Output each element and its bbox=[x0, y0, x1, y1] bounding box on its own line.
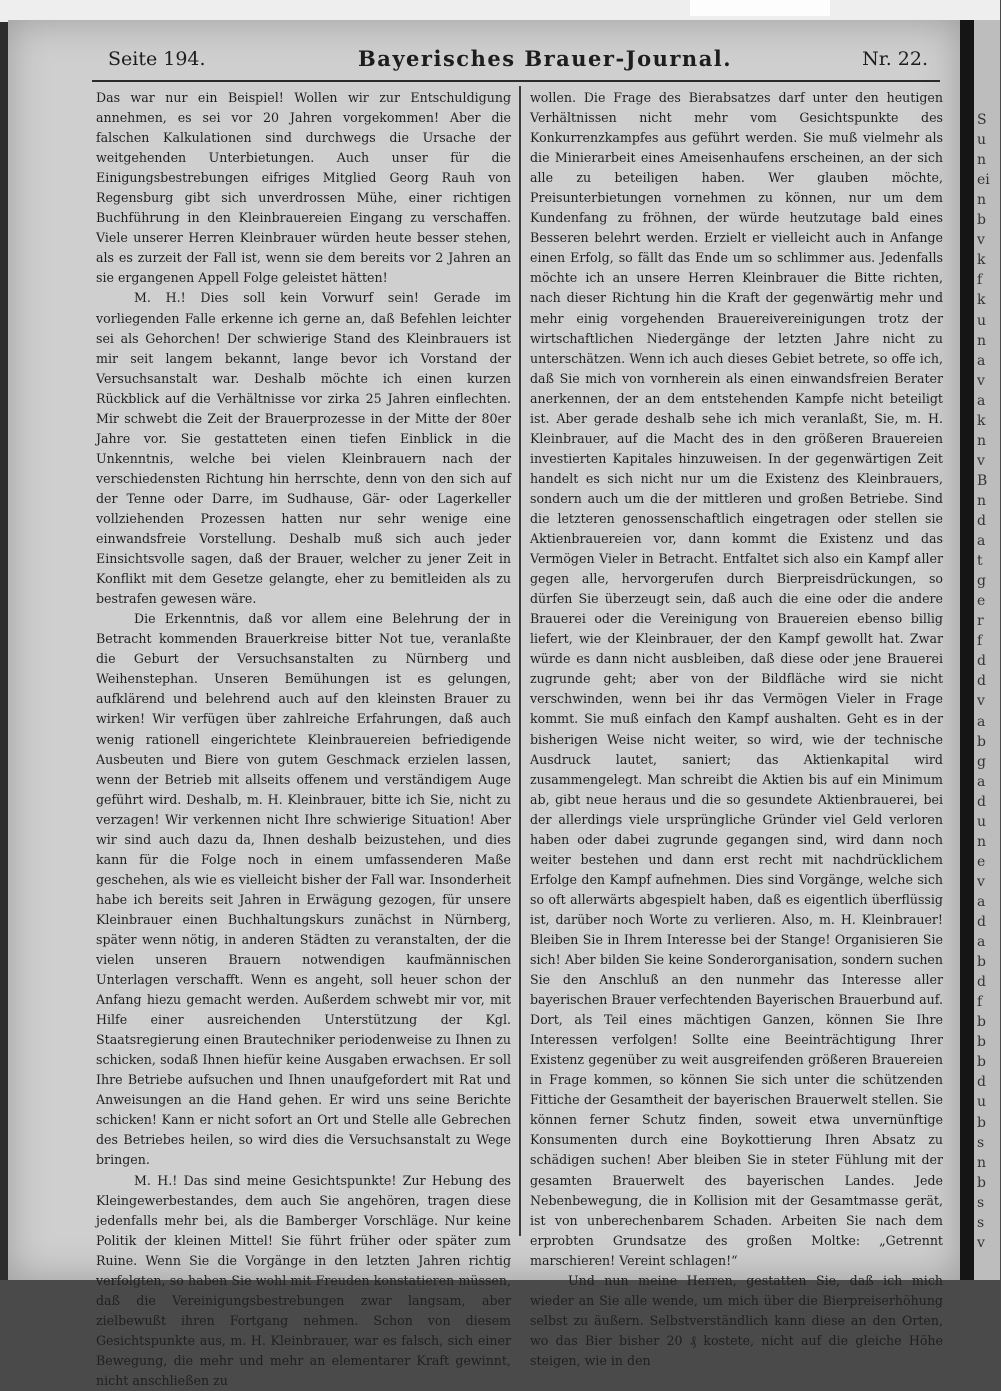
journal-title: Bayerisches Brauer-Journal. bbox=[358, 46, 733, 71]
next-page-fragment: u bbox=[977, 813, 987, 830]
next-page-fragment: r bbox=[977, 613, 984, 630]
next-page-fragment: n bbox=[977, 192, 987, 209]
next-page-fragment: s bbox=[977, 1134, 985, 1151]
next-page-fragment: n bbox=[977, 332, 987, 349]
next-page-fragment: n bbox=[977, 492, 987, 509]
paragraph: M. H.! Das sind meine Gesichtspunkte! Zur Hebung des Kleingewerbestandes, dem auch Sie angehören, tragen diese jedenfalls mehr bei, als die Bamberger Vorschläge. Nur keine Politik der kleinen Mittel! Sie führt früher oder später zum Ruine. Wenn Sie die Vorgänge in den letzten Jahren richtig verfolgten, so haben Sie wohl mit Freuden konstatieren müssen, daß die Vereinigungsbestrebungen zwar langsam, aber zielbewußt ihren Fortgang nehmen. Schon von diesem Gesichtspunkte aus, m. H. Kleinbrauer, war es falsch, sich einer Bewegung, die mehr und mehr an elementarer Kraft gewinnt, nicht anschließen zu bbox=[96, 1172, 511, 1388]
page-header bbox=[108, 46, 928, 76]
next-page-fragment: k bbox=[977, 292, 986, 309]
next-page-fragment: f bbox=[977, 994, 983, 1011]
next-page-fragment: u bbox=[977, 1094, 987, 1111]
next-page-fragment: e bbox=[977, 593, 986, 610]
next-page-fragment: v bbox=[977, 232, 985, 249]
column-divider bbox=[519, 86, 521, 1236]
next-page-fragment: g bbox=[977, 573, 986, 590]
next-page-fragment: n bbox=[977, 833, 987, 850]
left-column bbox=[96, 88, 511, 1388]
next-page-fragment: a bbox=[977, 773, 986, 790]
next-page-fragment: a bbox=[977, 713, 986, 730]
next-page-fragment: B bbox=[977, 472, 988, 489]
next-page-fragment: b bbox=[977, 1054, 986, 1071]
next-page-fragment: d bbox=[977, 673, 986, 690]
next-page-fragment: k bbox=[977, 252, 986, 269]
paragraph: wollen. Die Frage des Bierabsatzes darf unter den heutigen Verhältnissen nicht mehr vom Gesichtspunkte des Konkurrenzkampfes aus geführt werden. Sie muß vielmehr als die Minierarbeit eines Ameisenhaufens erscheinen, an der sich alle zu beteiligen haben. Wer glauben möchte, Preisunterbietungen vornehmen zu können, nur um dem Kundenfang zu fröhnen, der würde heutzutage bald eines Besseren belehrt werden. Erzielt er vielleicht auch in Anfange einen Erfolg, so fällt das Ende um so schlimmer aus. Jedenfalls möchte ich an unsere Herren Kleinbrauer die Bitte richten, nach dieser Richtung hin die Kraft der gegenwärtig mehr und mehr einig vorgehenden Brauereivereinigungen trotz der wirtschaftlichen Niedergänge der letzten Jahre nicht zu unterschätzen. Wenn ich auch dieses Gebiet betrete, so offe ich, daß Sie mich von vornherein als einen einwandsfreien Berater anerkennen, der an dem entstehenden Kampfe nicht beteiligt ist. Aber gerade deshalb sehe ich mich veranlaßt, Sie, m. H. Kleinbrauer, auf die Macht des in den größeren Brauereien investierten Kapitales hinzuweisen. In der gegenwärtigen Zeit handelt es sich nicht nur um die Existenz des Kleinbrauers, sondern auch um die der mittleren und großen Betriebe. Sind die letzteren genossenschaftlich eingetragen oder stellen sie Aktienbrauereien vor, dann kommt die Existenz und das Vermögen Vieler in Betracht. Entfaltet sich also ein Kampf aller gegen alle, hervorgerufen durch Bierpreisdrückungen, so dürfen Sie überzeugt sein, daß auch die eine oder die andere Brauerei oder die Vereinigung von Brauereien ebenso billig liefert, wie der Kleinbrauer, der den Kampf gewollt hat. Zwar würde es dann nicht ausbleiben, daß diese oder jene Brauerei zugrunde geht; aber von der Bildfläche wird sie nicht verschwinden, wenn bei ihr das Vermögen Vieler in Frage kommt. Sie muß einfach den Kampf aushalten. Geht es in der bisherigen Weise nicht weiter, so wird, wie der technische Ausdruck lautet, saniert; das Aktienkapital wird zusammengelegt. Man schreibt die Aktien bis auf ein Minimum ab, gibt neue heraus und die so gesundete Aktienbrauerei, bei der allerdings viele ursprüngliche Gründer viel Geld verloren haben oder dabei zugrunde gegangen sind, wird dann noch weiter bestehen und dann erst recht mit nachdrücklichem Erfolge den Kampf aufnehmen. Dies sind Vorgänge, welche sich so oft allerwärts abgespielt haben, daß es eigentlich überflüssig ist, darüber noch Worte zu verlieren. Also, m. H. Kleinbrauer! Bleiben Sie in Ihrem Interesse bei der Stange! Organisieren Sie sich! Aber bilden Sie keine Sonderorganisation, sondern suchen Sie den Anschluß an den nunmehr das Interesse aller bayerischen Brauer verfechtenden Bayerischen Brauerbund auf. Dort, als Teil eines mächtigen Ganzen, können Sie Ihre Interessen verfolgen! Sollte eine Beeinträchtigung Ihrer Existenz gegenüber zu weit ausgreifenden größeren Brauereien in Frage kommen, so können Sie sich unter die schützenden Fittiche der Gesamtheit der bayerischen Brauerwelt stellen. Sie können ferner Schutz finden, soweit etwa unvernünftige Konsumenten durch eine Boykottierung Ihren Absatz zu schädigen suchen! Aber bleiben Sie in steter Fühlung mit der gesamten Brauerwelt des bayerischen Landes. Jede Nebenbewegung, die in Kollision mit der Gesamtmasse gerät, ist von unberechenbarem Schaden. Arbeiten Sie nach dem erprobten Grundsatze des großen Moltke: „Getrennt marschieren! Vereint schlagen!“ bbox=[530, 90, 943, 1268]
next-page-fragment: n bbox=[977, 1154, 987, 1171]
next-page-fragment: u bbox=[977, 132, 987, 149]
next-page-fragment: a bbox=[977, 392, 986, 409]
paragraph: M. H.! Dies soll kein Vorwurf sein! Gerade im vorliegenden Falle erkenne ich gerne an, daß Befehlen leichter sei als Gehorchen! Der schwierige Stand des Kleinbrauers ist mir seit langem bekannt, lange bevor ich Vorstand der Versuchsanstalt war. Deshalb möchte ich einen kurzen Rückblick auf die Verhältnisse vor zirka 25 Jahren einflechten. Mir schwebt die Zeit der Brauerprozesse in der Mitte der 80er Jahre vor. Sie gestatteten einen tiefen Einblick in die Unkenntnis, welche bei vielen Kleinbrauern nach der verschiedensten Richtung hin herrschte, denn von den sich auf der Tenne oder Darre, im Sudhause, Gär- oder Lagerkeller vollziehenden Prozessen hatten nur sehr wenige eine einwandsfreie Vorstellung. Deshalb muß sich auch jeder Einsichtsvolle sagen, daß der Brauer, welcher zu jener Zeit in Konflikt mit dem Gesetze gelangte, eher zu bemitleiden als zu bestrafen gewesen wäre. bbox=[96, 290, 511, 607]
issue-number: Nr. 22. bbox=[862, 48, 928, 70]
scan-paper-tab bbox=[690, 0, 830, 16]
paragraph: Das war nur ein Beispiel! Wollen wir zur Entschuldigung annehmen, es sei vor 20 Jahren vorgekommen! Aber die falschen Kalkulationen sind durchwegs die Ursache der weitgehenden Unterbietungen. Auch unser für die Einigungsbestrebungen eifriges Mitglied Georg Rauh von Regensburg gibt sich unverdrossen Mühe, einer richtigen Buchführung in den Kleinbrauereien Eingang zu verschaffen. Viele unserer Herren Kleinbrauer würden heute besser stehen, als es zurzeit der Fall ist, wenn sie dem bereits vor 2 Jahren an sie ergangenen Appell Folge geleistet hätten! bbox=[96, 90, 511, 286]
next-page-fragment: d bbox=[977, 793, 986, 810]
next-page-fragment: a bbox=[977, 352, 986, 369]
next-page-fragment: b bbox=[977, 212, 986, 229]
next-page-fragment: k bbox=[977, 412, 986, 429]
next-page-fragment: f bbox=[977, 633, 983, 650]
next-page-fragment: v bbox=[977, 693, 985, 710]
book-gutter bbox=[960, 20, 974, 1280]
next-page-fragment: a bbox=[977, 893, 986, 910]
next-page-fragment: b bbox=[977, 1174, 986, 1191]
next-page-fragment: g bbox=[977, 753, 986, 770]
next-page-fragment: v bbox=[977, 372, 985, 389]
next-page-fragment: f bbox=[977, 272, 983, 289]
next-page-fragment: b bbox=[977, 1014, 986, 1031]
next-page-fragment: n bbox=[977, 432, 987, 449]
next-page-fragment: t bbox=[977, 553, 983, 570]
next-page-fragment: v bbox=[977, 452, 985, 469]
next-page-fragment: d bbox=[977, 1074, 986, 1091]
next-page-fragment: b bbox=[977, 1034, 986, 1051]
next-page-fragment: v bbox=[977, 1234, 985, 1251]
next-page-fragment: d bbox=[977, 513, 986, 529]
page-number: Seite 194. bbox=[108, 48, 206, 70]
next-page-fragment: d bbox=[977, 974, 986, 991]
next-page-fragment: e bbox=[977, 853, 986, 870]
next-page-fragment: s bbox=[977, 1214, 985, 1231]
next-page-fragment: S bbox=[977, 112, 987, 128]
next-page-edge bbox=[974, 20, 1000, 1280]
scan-left-edge bbox=[0, 22, 8, 1280]
next-page-fragment: b bbox=[977, 1114, 986, 1131]
next-page-fragment: v bbox=[977, 873, 985, 890]
next-page-fragment: u bbox=[977, 312, 987, 329]
paragraph: Und nun meine Herren, gestatten Sie, daß ich mich wieder an Sie alle wende, um mich über die Bierpreiserhöhung selbst zu äußern. Selbstverständlich kann diese an den Orten, wo das Bier bisher 20 ₰ kostete, nicht auf die gleiche Höhe steigen, wie in den bbox=[530, 1272, 943, 1368]
next-page-fragment: b bbox=[977, 954, 986, 971]
next-page-fragment: b bbox=[977, 733, 986, 750]
next-page-fragment: n bbox=[977, 152, 987, 169]
paragraph: Die Erkenntnis, daß vor allem eine Belehrung der in Betracht kommenden Brauerkreise bitter Not tue, veranlaßte die Geburt der Versuchsanstalten zu Nürnberg und Weihenstephan. Unseren Bemühungen ist es gelungen, aufklärend und belehrend auch auf den kleinsten Brauer zu wirken! Wir verfügen über zahlreiche Erfahrungen, daß auch wenig rationell eingerichtete Kleinbrauereien befriedigende Ausbeuten und Biere von gutem Geschmack erzielen lassen, wenn der Betrieb mit allseits offenem und verständigem Auge geführt wird. Deshalb, m. H. Kleinbrauer, bitte ich Sie, nicht zu verzagen! Wir verkennen nicht Ihre schwierige Situation! Aber wir sind auch dazu da, Ihnen deshalb beizustehen, und dies kann für die Folge noch in einem umfassenderen Maße geschehen, als wie es vielleicht bisher der Fall war. Insonderheit habe ich bereits seit Jahren in Erwägung gezogen, für unsere Kleinbrauer einen Buchhaltungskurs zunächst in Nürnberg, später wenn nötig, in anderen Städten zu veranstalten, der die vielen unseren Brauern notwendigen kaufmännischen Unterlagen verschafft. Wenn es angeht, soll heuer schon der Anfang hiezu gemacht werden. Außerdem schwebt mir vor, mit Hilfe einer ausreichenden Unterstützung der Kgl. Staatsregierung einen Brautechniker periodenweise zu Ihnen zu schicken, sodaß Ihnen hiefür keine Ausgaben erwachsen. Er soll Ihre Betriebe aufsuchen und Ihnen unaufgefordert mit Rat und Anweisungen an die Hand gehen. Er wird uns seine Berichte schicken! Kann er nicht sofort an Ort und Stelle alle Gebrechen des Betriebes heilen, so wird dies die Versuchsanstalt zu Wege bringen. bbox=[96, 611, 511, 1168]
header-rule bbox=[92, 80, 940, 82]
next-page-fragment: d bbox=[977, 653, 986, 670]
right-column bbox=[530, 88, 943, 1368]
next-page-fragment: a bbox=[977, 934, 986, 951]
next-page-fragment: s bbox=[977, 1194, 985, 1211]
next-page-fragment: ei bbox=[977, 172, 990, 189]
next-page-fragment: d bbox=[977, 914, 986, 930]
next-page-fragment: a bbox=[977, 533, 986, 550]
